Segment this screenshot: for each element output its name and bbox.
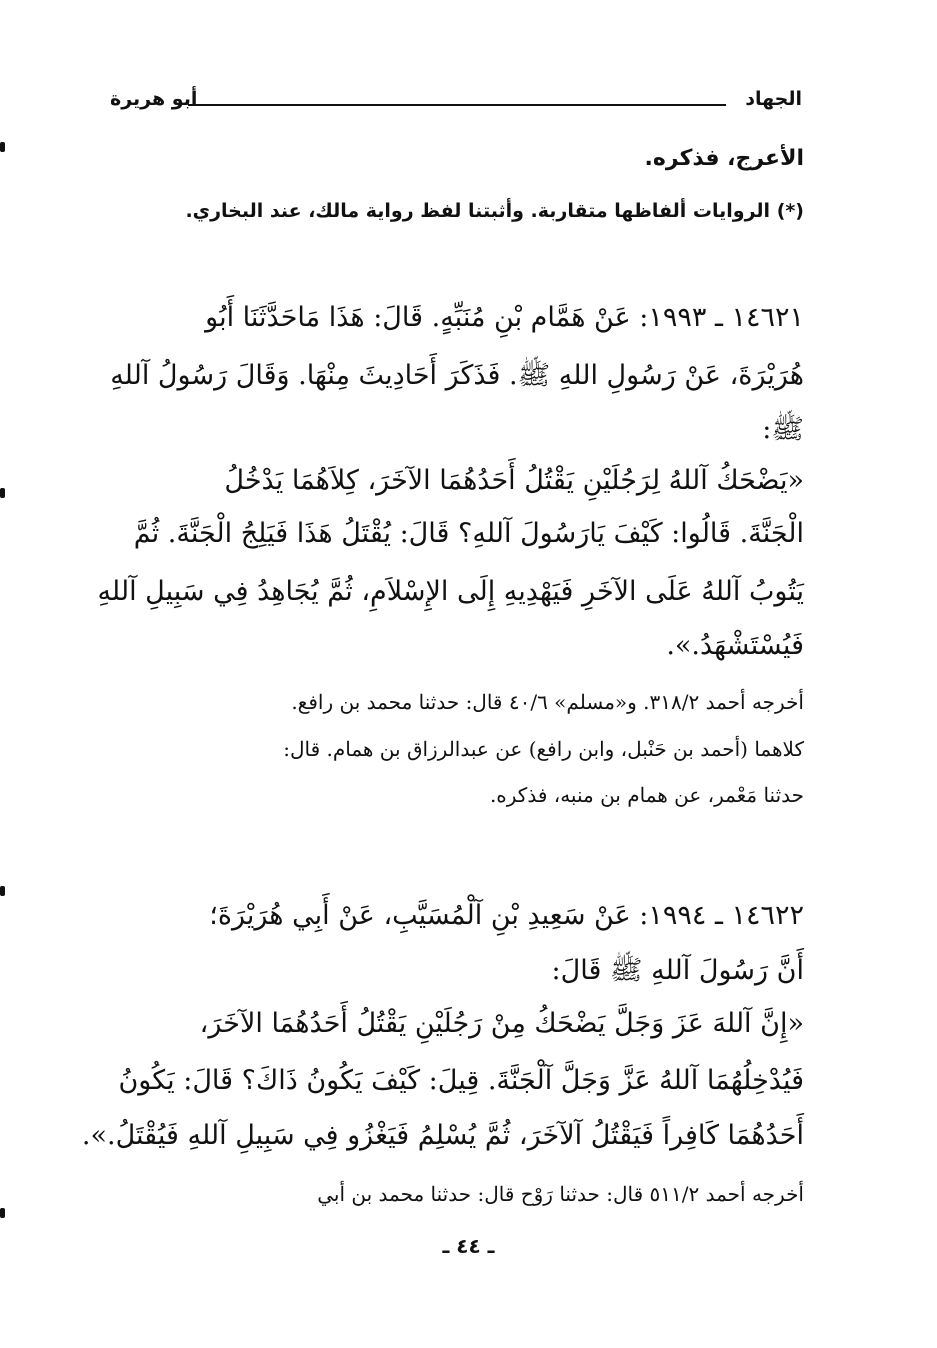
hadith-1-source-line-1: أخرجه أحمد ٣١٨/٢. و«مسلم» ٤٠/٦ قال: حدثنا محمد بن رافع. bbox=[291, 690, 804, 714]
scan-edge-mark bbox=[0, 886, 5, 896]
header-narrator-name: أبو هريرة bbox=[110, 88, 198, 110]
header-section-title: الجهاد bbox=[745, 88, 802, 110]
hadith-2-isnad-line-1: ١٤٦٢٢ ـ ١٩٩٤: عَنْ سَعِيدِ بْنِ آلْمُسَيَّبِ، عَنْ أَبِي هُرَيْرَةَ؛ bbox=[209, 900, 804, 931]
hadith-2-matn-line-2: فَيُدْخِلُهُمَا آللهُ عَزَّ وَجَلَّ آلْجَنَّةَ. قِيلَ: كَيْفَ يَكُونُ ذَاكَ؟ قَالَ: يَكُونُ bbox=[118, 1065, 804, 1096]
continuation-line: الأعرج، فذكره. bbox=[644, 146, 804, 171]
scan-edge-mark bbox=[0, 142, 5, 152]
scan-edge-mark bbox=[0, 1208, 5, 1218]
hadith-1-matn-line-4: فَيُسْتَشْهَدُ.». bbox=[666, 630, 804, 661]
hadith-2-matn-line-3: أَحَدُهُمَا كَافِراً فَيَقْتُلُ آلآخَرَ، ثُمَّ يُسْلِمُ فَيَغْزُو فِي سَبِيلِ آللهِ فَيُقْتَلُ.». bbox=[81, 1120, 804, 1151]
hadith-2-matn-line-1: «إِنَّ آللهَ عَزَ وَجَلَّ يَضْحَكُ مِنْ رَجُلَيْنِ يَقْتُلُ أَحَدُهُمَا الآخَرَ، bbox=[199, 1008, 804, 1039]
hadith-2-source-line-1: أخرجه أحمد ٥١١/٢ قال: حدثنا رَوْح قال: حدثنا محمد بن أبي bbox=[317, 1182, 804, 1206]
hadith-1-isnad-line-3: ﷺ: bbox=[762, 414, 804, 445]
hadith-1-matn-line-1: «يَضْحَكُ آللهُ لِرَجُلَيْنِ يَقْتُلُ أَحَدُهُمَا الآخَرَ، كِلاَهُمَا يَدْخُلُ bbox=[224, 465, 804, 496]
running-header bbox=[110, 88, 802, 118]
header-rule bbox=[188, 104, 726, 106]
hadith-2-isnad-line-2: أَنَّ رَسُولَ آللهِ ﷺ قَالَ: bbox=[551, 955, 804, 986]
scan-edge-mark bbox=[0, 488, 5, 498]
hadith-1-source-line-2: كلاهما (أحمد بن حَنْبل، وابن رافع) عن عبدالرزاق بن همام. قال: bbox=[283, 737, 804, 761]
hadith-1-matn-line-3: يَتُوبُ آللهُ عَلَى الآخَرِ فَيَهْدِيهِ إِلَى الإِسْلاَمِ، ثُمَّ يُجَاهِدُ فِي سَبِيلِ آللهِ bbox=[97, 576, 804, 607]
hadith-1-matn-line-2: الْجَنَّةَ. قَالُوا: كَيْفَ يَارَسُولَ آللهِ؟ قَالَ: يُقْتَلُ هَذَا فَيَلِجُ الْجَنَّةَ. ثُمَّ bbox=[133, 518, 804, 549]
editor-footnote: (*) الروايات ألفاظها متقاربة. وأثبتنا لفظ رواية مالك، عند البخاري. bbox=[185, 200, 804, 222]
page-number: ـ ٤٤ ـ bbox=[442, 1234, 495, 1258]
hadith-1-isnad-line-1: ١٤٦٢١ ـ ١٩٩٣: عَنْ هَمَّام بْنِ مُنَبِّهٍ. قَالَ: هَذَا مَاحَدَّثَنَا أَبُو bbox=[205, 302, 804, 333]
hadith-1-isnad-line-2: هُرَيْرَةَ، عَنْ رَسُولِ اللهِ ﷺ. فَذَكَرَ أَحَادِيثَ مِنْهَا. وَقَالَ رَسُولُ آللهِ bbox=[110, 360, 804, 391]
hadith-1-source-line-3: حدثنا مَعْمر، عن همام بن منبه، فذكره. bbox=[489, 783, 804, 807]
